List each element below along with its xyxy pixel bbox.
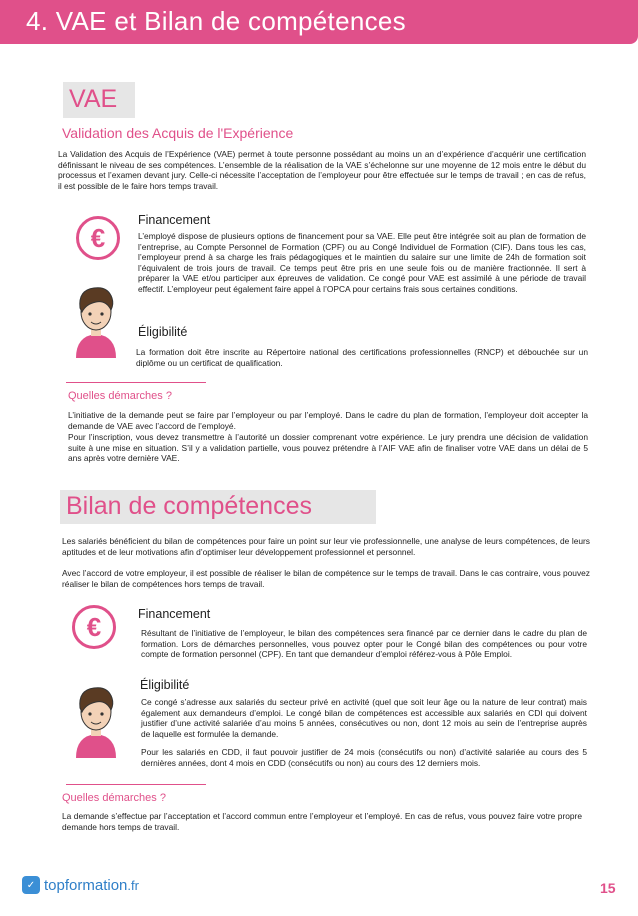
divider xyxy=(66,382,206,383)
vae-eligibilite-text: La formation doit être inscrite au Répertoire national des certifications professionnelles (RNCP) et débouchée sur un diplôme ou un certificat de qualification. xyxy=(136,347,588,368)
vae-eligibilite-title: Éligibilité xyxy=(138,325,188,339)
person-icon xyxy=(66,282,126,358)
bilan-eligibilite-title: Éligibilité xyxy=(140,678,190,692)
euro-icon: € xyxy=(72,605,116,649)
vae-demarches-title: Quelles démarches ? xyxy=(68,390,172,402)
vae-intro: La Validation des Acquis de l’Expérience (VAE) permet à toute personne possédant au moins un an d’expérience d’acquérir une certification définissant le niveau de ses compétences. L’ensemble de la réalisation de la VAE s’échelonne sur une moyenne de 12 mois entre le début du processus et l’examen devant jury. Celle-ci nécessite l’acceptation de l’employeur pour être effectuée sur le temps de travail ; en cas de refus, il est possible de le faire hors temps travail. xyxy=(58,149,586,191)
page-title: 4. VAE et Bilan de compétences xyxy=(26,6,406,36)
vae-demarches-text-1: L’initiative de la demande peut se faire par l’employeur ou par l’employé. Dans le cadre du plan de formation, l’employeur doit accepter la demande de VAE avec l’accord de l’employé. xyxy=(68,410,588,431)
page-number: 15 xyxy=(600,880,616,896)
logo-mark-icon: ✓ xyxy=(22,876,40,894)
bilan-financement-text: Résultant de l’initiative de l’employeur, le bilan des compétences sera financé par ce dernier dans le cadre du plan de formation. Lors de démarches personnelles, vous pouvez opter pour le Congé bilan des compétences ou pour votre compte de formation personnel (CPF). En tant que demandeur d’emploi référez-vous à Pôle Emploi. xyxy=(141,628,587,660)
bilan-demarches-title: Quelles démarches ? xyxy=(62,792,166,804)
vae-subtitle: Validation des Acquis de l'Expérience xyxy=(62,125,294,141)
bilan-financement-title: Financement xyxy=(138,607,211,621)
bilan-eligibilite-text-2: Pour les salariés en CDD, il faut pouvoir justifier de 24 mois (consécutifs ou non) d’activité salariée au cours des 5 dernières années, dont 4 mois en CDD (consécutifs ou non) au cours des 12 derniers mois. xyxy=(141,747,587,768)
divider xyxy=(66,784,206,785)
person-icon xyxy=(66,682,126,758)
logo-tld: .fr xyxy=(127,877,139,893)
bilan-intro-2: Avec l’accord de votre employeur, il est possible de réaliser le bilan de compétence sur le temps de travail. Dans le cas contraire, vous pouvez réaliser le bilan de compétences hors temps de travail. xyxy=(62,568,590,589)
vae-financement-text: L’employé dispose de plusieurs options de financement pour sa VAE. Elle peut être intégrée soit au plan de formation de l’entreprise, au Compte Personnel de Formation (CPF) ou au Congé Individuel de Formation (CIF). Dans tous les cas, l’employeur prend à sa charge les frais pédagogiques et le maintien du salaire sur une limite de 24h de formation soit l’équivalent de trois jours de travail. Ce temps peut être pris en une seule fois ou de manière fractionnée. Il sert à préparer la VAE et/ou participer aux épreuves de validation. Ce congé pour VAE est assimilé à une période de travail effectif. L’employeur peut également faire appel à l’OPCA pour certains frais sous certaines conditions. xyxy=(138,231,586,294)
vae-tag: VAE xyxy=(63,82,135,118)
bilan-intro-1: Les salariés bénéficient du bilan de compétences pour faire un point sur leur vie professionnelle, une analyse de leurs compétences, de leurs aptitudes et de leur motivations afin d’optimiser leur développement professionnel et personnel. xyxy=(62,536,590,557)
bilan-eligibilite-text-1: Ce congé s’adresse aux salariés du secteur privé en activité (quel que soit leur âge ou la nature de leur contrat) mais également aux demandeurs d’emploi. Le congé bilan de compétences est accessible aux salariés en CDI qui doivent justifier d’une activité salariée d’au moins 5 années, consécutives ou non, dont 12 mois au sein de l’entreprise auprès de laquelle est formulée la demande. xyxy=(141,697,587,739)
logo-name: topformation xyxy=(44,876,128,894)
bilan-tag: Bilan de compétences xyxy=(60,490,376,524)
vae-demarches-text-2: Pour l’inscription, vous devez transmettre à l’autorité un dossier comprenant votre expérience. Le jury prendra une décision de validation suite à une mise en situation. S’il y a validation partielle, vous pouvez prétendre à l’AIF VAE afin de finaliser votre VAE dans un délai de 5 ans après votre dernière VAE. xyxy=(68,432,588,464)
euro-icon: € xyxy=(76,216,120,260)
bilan-demarches-text: La demande s’effectue par l’acceptation et l’accord commun entre l’employeur et l’employé. En cas de refus, vous pouvez faire votre propre demande hors temps de travail. xyxy=(62,811,582,832)
vae-financement-title: Financement xyxy=(138,213,211,227)
topformation-logo[interactable] xyxy=(22,876,139,894)
